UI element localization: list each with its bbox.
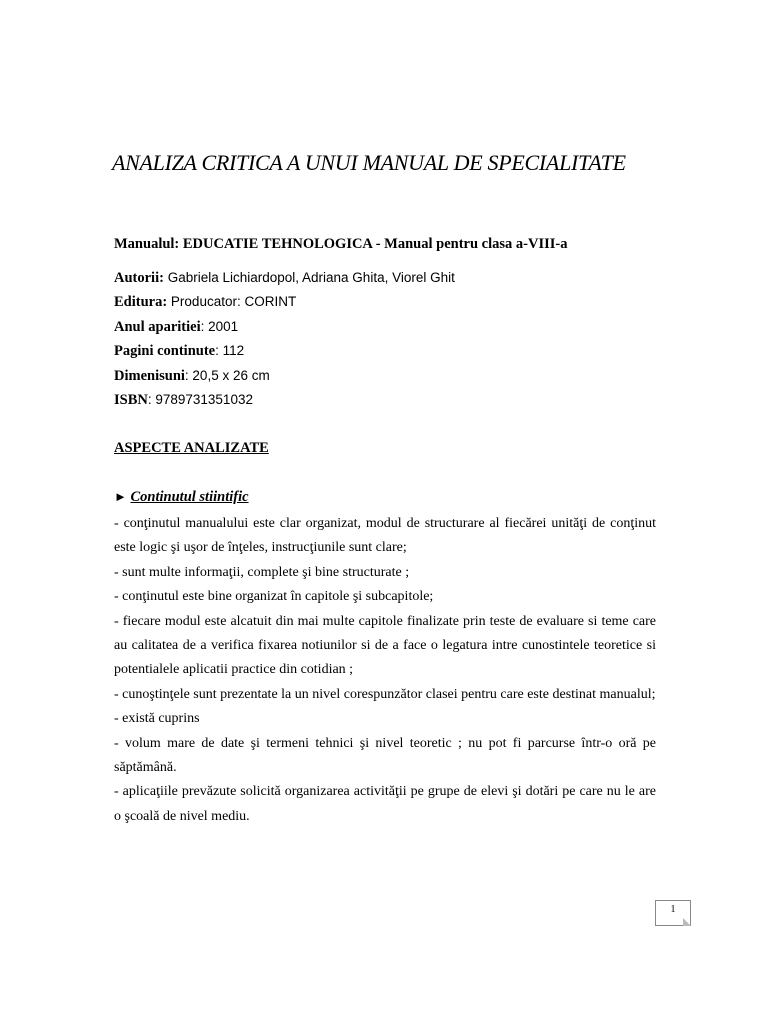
section-heading: ASPECTE ANALIZATE xyxy=(114,440,269,456)
meta-row-dimensions xyxy=(114,366,455,390)
page-number: 1 xyxy=(670,904,676,915)
sub-heading xyxy=(114,489,249,506)
paragraph: - conţinutul este bine organizat în capitole şi subcapitole; xyxy=(114,589,434,605)
paragraph: - există cuprins xyxy=(114,711,200,727)
meta-label: ISBN xyxy=(114,391,148,408)
paragraph: - volum mare de date şi termeni tehnici şi nivel teoretic ; nu pot fi parcurse într-o oră pe săptămână. xyxy=(114,735,656,776)
meta-row-authors xyxy=(114,268,455,292)
meta-value: : 112 xyxy=(215,343,245,359)
paragraph: - sunt multe informaţii, complete şi bine structurate ; xyxy=(114,564,410,580)
meta-label: Anul aparitiei xyxy=(114,318,201,335)
meta-label: Autorii: xyxy=(114,270,164,286)
manual-label: Manualul: xyxy=(114,236,180,252)
triangle-bullet-icon: ► xyxy=(114,489,127,504)
metadata-list xyxy=(114,268,455,414)
meta-label: Pagini continute xyxy=(114,343,216,360)
meta-row-year xyxy=(114,317,455,341)
meta-value: : 9789731351032 xyxy=(147,391,253,407)
meta-label: Editura: xyxy=(114,294,168,311)
meta-value: Gabriela Lichiardopol, Adriana Ghita, Viorel Ghit xyxy=(163,270,455,285)
manual-value: EDUCATIE TEHNOLOGICA - Manual pentru clasa a-VIII-a xyxy=(182,236,568,252)
page-number-box xyxy=(655,900,691,926)
paragraph: - conţinutul manualului este clar organizat, modul de structurare al fiecărei unităţi de conţinut este logic şi uşor de înţeles, instrucţiunile sunt clare; xyxy=(114,516,656,556)
content-paragraphs xyxy=(114,512,656,829)
meta-value: : 20,5 x 26 cm xyxy=(184,367,270,383)
meta-label: Dimenisuni xyxy=(114,367,185,384)
paragraph: - cunoştinţele sunt prezentate la un nivel corespunzător clasei pentru care este destinat manualul; xyxy=(114,686,656,702)
meta-row-isbn xyxy=(114,390,455,414)
paragraph: - aplicaţiile prevăzute solicită organizarea activităţii pe grupe de elevi şi dotări pe care nu le are o şcoală de nivel mediu. xyxy=(114,784,656,824)
document-title: ANALIZA CRITICA A UNUI MANUAL DE SPECIALITATE xyxy=(112,150,626,175)
sub-heading-label: Continutul stiintific xyxy=(130,489,249,505)
meta-row-publisher xyxy=(114,292,455,316)
manual-line xyxy=(114,236,567,253)
paragraph: - fiecare modul este alcatuit din mai multe capitole finalizate prin teste de evaluare si teme care au calitatea de a verifica fixarea notiunilor si de a face o legatura intre cunostintele teoretice si potentialele aplicatii practice din cotidian ; xyxy=(114,613,656,678)
meta-value: Producator: CORINT xyxy=(167,294,297,310)
meta-row-pages xyxy=(114,341,455,365)
meta-value: : 2001 xyxy=(200,318,239,334)
